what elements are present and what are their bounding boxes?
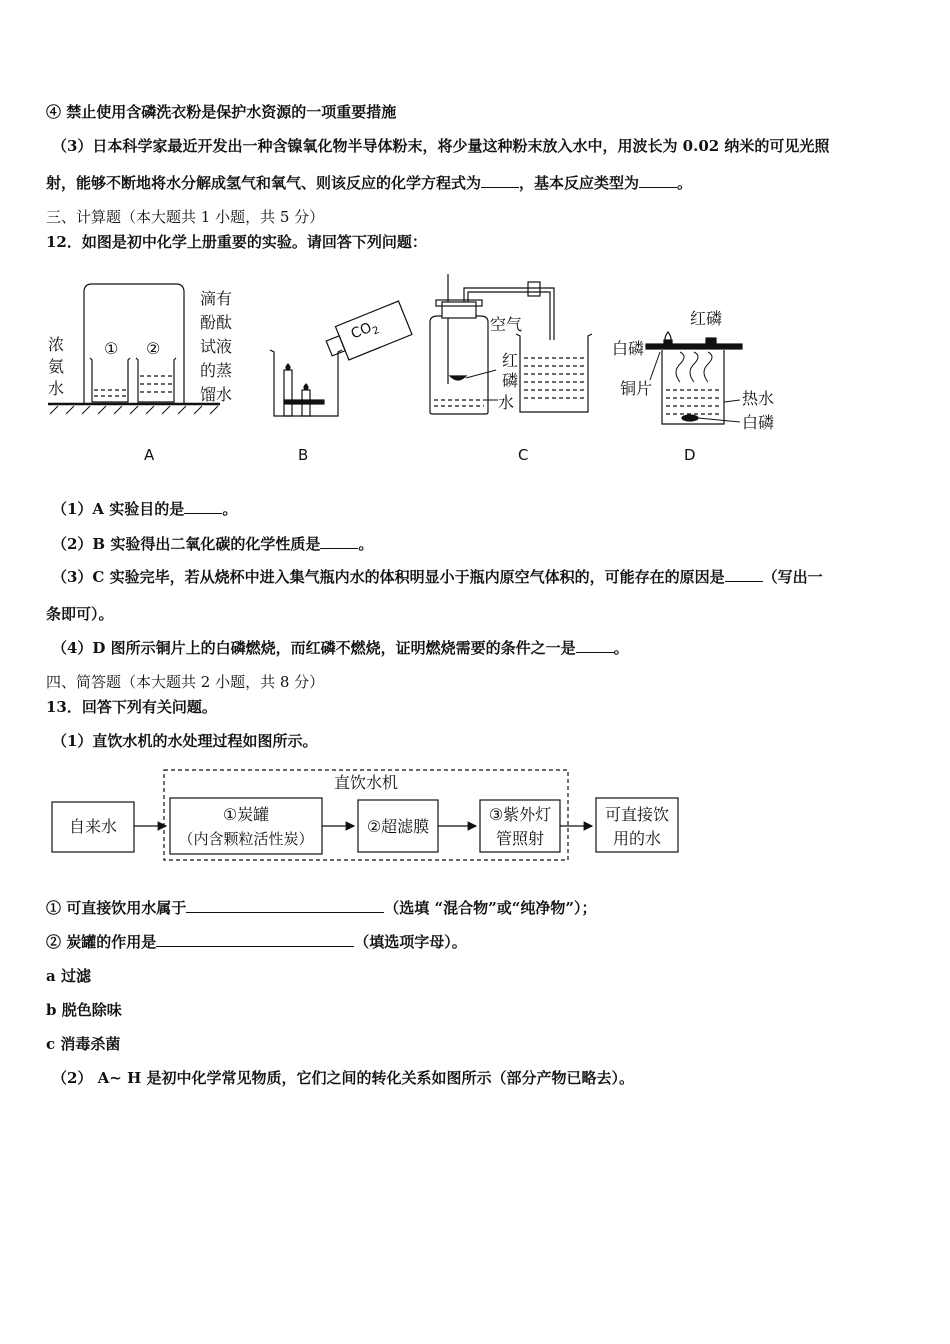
fig-label-b: B [298,446,309,464]
c-red-p-1: 红 [502,351,519,370]
section-4-heading: 四、简答题（本大题共 2 小题，共 8 分） [46,673,325,691]
q13-1-1-text: ① 可直接饮用水属于 [46,899,187,917]
q11-3-text-b: ，基本反应类型为 [519,174,640,192]
co2-sub: 2 [371,324,382,338]
beaker-2-label: ② [146,339,161,358]
figure-b-apparatus [270,301,412,416]
answer-blank[interactable] [576,638,614,653]
a-right-label-5: 馏水 [200,385,233,404]
question-11-3-cont [46,173,692,193]
step2-label: ②超滤膜 [366,817,430,836]
question-12-3-cont: 条即可）。 [46,605,114,623]
question-13-1-1 [46,898,596,918]
question-13-1: （1）直饮水机的水处理过程如图所示。 [52,732,318,750]
q13-1-2-note: （填选项字母）。 [354,933,467,951]
q11-3-text-a: 射，能够不断地将水分解成氢气和氧气、则该反应的化学方程式为 [46,174,482,192]
question-12-4 [52,638,629,658]
machine-title: 直饮水机 [333,773,399,792]
step1-sub-label: （内含颗粒活性炭） [178,830,314,848]
q12-3-text: （3）C 实验完毕，若从烧杯中进入集气瓶内水的体积明显小于瓶内原空气体积的，可能存在的原因是 [52,568,725,586]
beaker-1-label: ① [104,339,119,358]
fig-label-d: D [684,446,696,464]
answer-blank[interactable] [184,499,222,514]
d-white-p-bottom: 白磷 [742,413,775,432]
option-a: a 过滤 [46,967,91,985]
question-12: 12．如图是初中化学上册重要的实验。请回答下列问题： [46,233,427,251]
co2-main: CO [348,319,375,343]
a-right-label-4: 的蒸 [200,361,233,380]
a-left-char-2: 氨 [48,357,65,376]
question-12-2 [52,534,373,554]
source-label: 自来水 [68,817,118,836]
question-13-2: （2） A~ H 是初中化学常见物质，它们之间的转化关系如图所示（部分产物已略去）。 [52,1069,634,1087]
step3-label: ③紫外灯 [488,805,552,824]
option-b: b 脱色除味 [46,1001,122,1019]
figure-d-apparatus [646,332,742,424]
co2-label [349,317,381,345]
figure-a-apparatus [48,284,220,414]
q13-1-1-note: （选填 “混合物”或“纯净物”）； [384,899,597,917]
q13-1-2-text: ② 炭罐的作用是 [46,933,157,951]
answer-blank[interactable] [156,932,354,947]
question-12-3 [52,567,823,587]
q12-1-end: 。 [222,500,238,518]
question-13-1-2 [46,932,467,952]
answer-blank[interactable] [639,173,677,188]
step3-sub-label: 管照射 [495,829,545,848]
d-red-p-label: 红磷 [690,309,723,328]
d-copper-label: 铜片 [620,379,653,398]
line-item-4: ④ 禁止使用含磷洗衣粉是保护水资源的一项重要措施 [46,103,397,121]
section-3-heading: 三、计算题（本大题共 1 小题，共 5 分） [46,208,325,226]
q12-1-text: （1）A 实验目的是 [52,500,185,518]
answer-blank[interactable] [320,534,358,549]
a-left-char-3: 水 [48,379,65,398]
fig-label-c: C [518,446,529,464]
question-12-1 [52,499,237,519]
q12-2-end: 。 [358,535,374,553]
option-c: c 消毒杀菌 [46,1035,121,1053]
answer-blank[interactable] [186,898,384,913]
answer-blank[interactable] [481,173,519,188]
result-label: 可直接饮 [604,805,670,824]
c-air-label: 空气 [490,315,523,334]
a-right-label-2: 酚酞 [200,313,233,332]
result-sub-label: 用的水 [612,829,662,848]
fig-label-a: A [144,446,155,464]
q12-4-text: （4）D 图所示铜片上的白磷燃烧，而红磷不燃烧，证明燃烧需要的条件之一是 [52,639,576,657]
question-13: 13．回答下列有关问题。 [46,698,217,716]
c-water-label: 水 [498,393,515,412]
q12-4-end: 。 [613,639,629,657]
q12-3-note: （写出一 [762,568,823,586]
c-red-p-2: 磷 [502,371,519,390]
a-right-label-1: 滴有 [200,289,233,308]
step1-label: ①炭罐 [222,805,270,824]
a-right-label-3: 试液 [200,337,233,356]
d-white-p-top: 白磷 [612,339,645,358]
water-process-diagram [40,762,700,868]
d-hot-water-label: 热水 [742,389,775,408]
a-left-char-1: 浓 [48,335,65,354]
q12-2-text: （2）B 实验得出二氧化碳的化学性质是 [52,535,321,553]
answer-blank[interactable] [725,567,763,582]
question-11-3: （3）日本科学家最近开发出一种含镍氧化物半导体粉末，将少量这种粉末放入水中，用波长为 0.02 纳米的可见光照 [52,137,830,155]
q11-3-text-c: 。 [677,174,693,192]
experiment-figure [40,272,800,472]
